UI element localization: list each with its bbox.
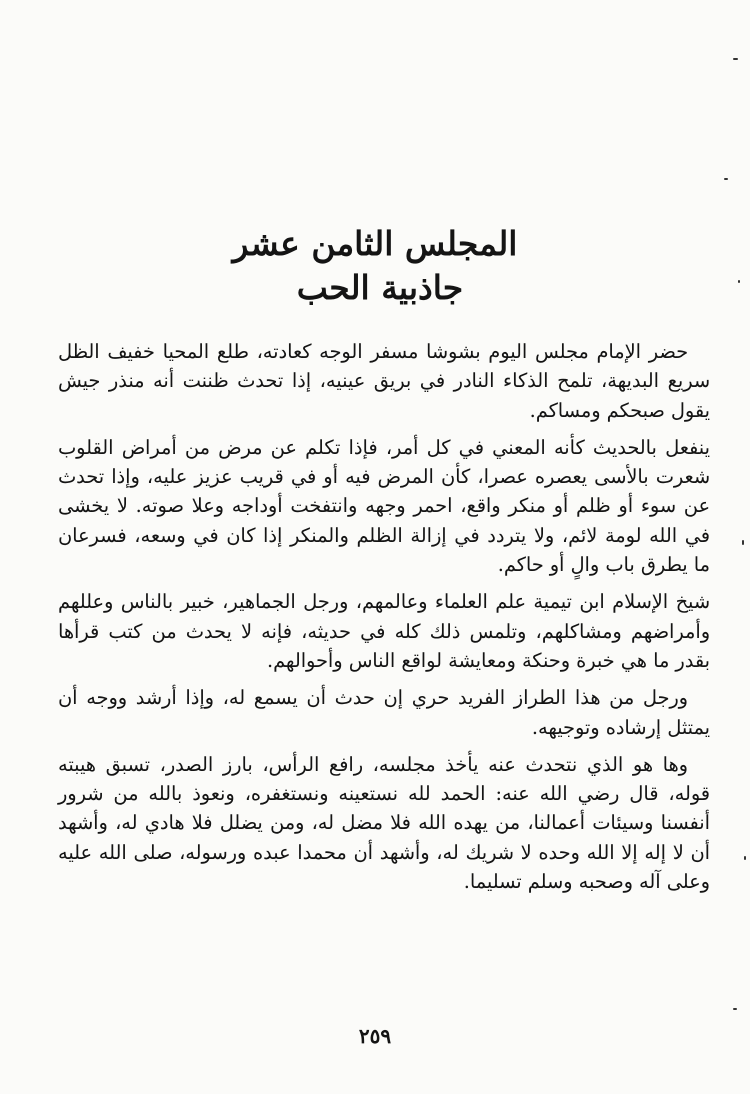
scan-speck xyxy=(738,280,740,283)
scan-speck xyxy=(724,178,728,180)
paragraph-2: ينفعل بالحديث كأنه المعني في كل أمر، فإذا تكلم عن مرض من أمراض القلوب شعرت بالأسى يعصره عصرا، كأن المرض فيه أو في قريب عزيز عليه، وإذا تحدث عن سوء أو ظلم أو منكر واقع، احمر وجهه وانتفخت أوداجه وعلا صوته. لا يخشى في الله لومة لائم، ولا يتردد في إزالة الظلم والمنكر إذا كان في وسعه، فسرعان ما يطرق باب والٍ أو حاكم. xyxy=(58,435,710,577)
chapter-heading xyxy=(120,222,630,310)
page-number: ٢٥٩ xyxy=(358,1024,392,1048)
chapter-subtitle: جاذبية الحب xyxy=(296,268,464,307)
paragraph-1: حضر الإمام مجلس اليوم بشوشا مسفر الوجه كعادته، طلع المحيا خفيف الظل سريع البديهة، تلمح الذكاء النادر في بريق عينيه، إذا تحدث ظننت أنه منذر جيش يقول صبحكم ومساكم. xyxy=(58,340,710,422)
scan-speck xyxy=(733,1008,737,1010)
paragraph-3: شيخ الإسلام ابن تيمية علم العلماء وعالمهم، ورجل الجماهير، خبير بالناس وعللهم وأمراضهم ومشاكلهم، وتلمس ذلك كله في حديثه، فإنه لا يحدث من كتب قرأها بقدر ما هي خبرة وحنكة ومعايشة لواقع الناس وأحوالهم. xyxy=(58,590,710,672)
paragraph-5: وها هو الذي نتحدث عنه يأخذ مجلسه، رافع الرأس، بارز الصدر، تسبق هيبته قوله، قال رضي الله عنه: الحمد لله نستعينه ونستغفره، ونعوذ بالله من شرور أنفسنا وسيئات أعمالنا، من يهده الله فلا مضل له، ومن يضلل فلا هادي له، وأشهد أن لا إله إلا الله وحده لا شريك له، وأشهد أن محمدا عبده ورسوله، صلى الله عليه وعلى آله وصحبه وسلم تسليما. xyxy=(58,752,710,894)
chapter-title: المجلس الثامن عشر xyxy=(232,224,518,263)
paragraph-4: ورجل من هذا الطراز الفريد حري إن حدث أن يسمع له، وإذا أرشد ووجه أن يمتثل إرشاده وتوجيهه. xyxy=(58,686,710,739)
scan-speck xyxy=(742,540,744,545)
body-text xyxy=(58,337,710,904)
scan-speck xyxy=(744,856,746,860)
scan-speck xyxy=(733,58,738,60)
